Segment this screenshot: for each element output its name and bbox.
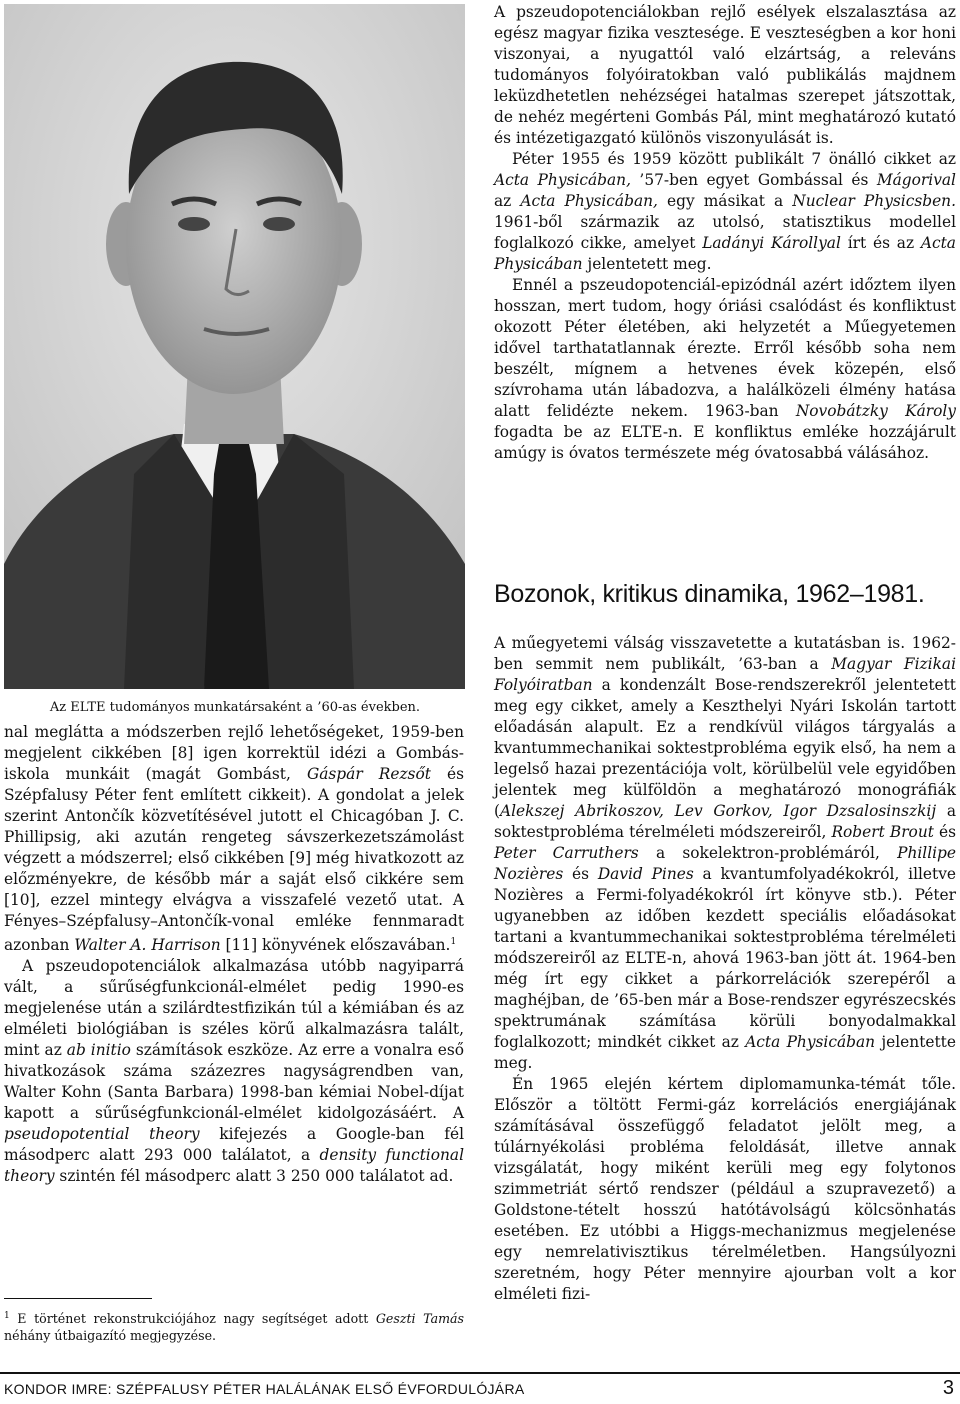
text-span: a sokelektron-problémáról, bbox=[638, 844, 898, 862]
text-span: A pszeudopotenciálok alkalmazása utóbb nagyiparrá vált, a sűrűségfunkcionál-elmélet pedig 1990-es megjelenése után a szilárdtestfizikán túl a kémiában és az elméleti biológiában is széles körű alkalmazásra talált, mint az bbox=[4, 957, 464, 1060]
text-span: ’57-ben egyet Gombással és bbox=[630, 171, 877, 189]
italic-span: density functional theory bbox=[4, 1146, 465, 1186]
italic-span: Acta Physicában bbox=[745, 1033, 876, 1051]
text-span: 1961-ből származik az utolsó, statisztikus modellel foglalkozó cikke, amelyet bbox=[494, 213, 956, 252]
italic-span: ab initio bbox=[66, 1041, 131, 1060]
italic-span: Magyar Fizikai Folyóiratban bbox=[494, 655, 956, 694]
text-span: a soktestprobléma térelméleti módszereiről, bbox=[494, 802, 956, 841]
paragraph bbox=[494, 149, 956, 275]
text-span: és Szépfalusy Péter fent említett cikkeit). A gondolat a jelek szerint Antončík közvetítésével jutott el Chicagóban J. C. Phillipsig, aki azután rengeteg sávszerkezetszámolást végzett a módszerrel; első cikkében [9] még hivatkozott az előzményekre, de később már a saját első cikkére sem [10], ezzel mintegy elvágva a visszafelé vezető utat. A Fényes–Szépfalusy–Antončík-vonal emléke fennmaradt azonban bbox=[4, 765, 464, 955]
paragraph bbox=[4, 722, 464, 956]
italic-span: Phillipe Nozières bbox=[494, 844, 957, 883]
italic-span: Nuclear Physicsben. bbox=[792, 192, 956, 210]
italic-span: Robert Brout bbox=[831, 823, 934, 841]
italic-span: Acta Physicában, bbox=[520, 192, 658, 210]
text-span: Péter 1955 és 1959 között publikált 7 önálló cikket az bbox=[512, 150, 956, 168]
portrait-photo bbox=[4, 4, 465, 689]
text-span: nal meglátta a módszerben rejlő lehetőségeket, 1959-ben megjelent cikkében [8] igen korrektül idézi a Gombás-iskola munkáit (magát Gombást, bbox=[4, 723, 464, 783]
text-span: Ennél a pszeudopotenciál-epizódnál azért időztem ilyen hosszan, mert tudom, hogy óriási csalódást és konfliktust okozott Péter életében, aki helyzetét a Műegyetemen idővel tarthatatlannak érezte. Erről később soha nem beszélt, mígnem a hetvenes évek közepén, első szívrohama után lábadozva, a halálközeli élmény hatása alatt felidézte nekem. 1963-ban bbox=[494, 276, 956, 420]
italic-span: Walter A. Harrison bbox=[74, 936, 221, 955]
running-title: KONDOR IMRE: SZÉPFALUSY PÉTER HALÁLÁNAK ELSŐ ÉVFORDULÓJÁRA bbox=[4, 1381, 525, 1397]
italic-span: Mágorival bbox=[876, 171, 956, 189]
section-heading: Bozonok, kritikus dinamika, 1962–1981. bbox=[494, 580, 925, 608]
italic-span: David Pines bbox=[597, 865, 694, 883]
footer-rule bbox=[0, 1372, 960, 1374]
paragraph bbox=[494, 633, 956, 1074]
text-span: a kondenzált Bose-rendszerekről jelentetett meg egy cikket, amely a Keszthelyi Nyári Iskolán tartott előadásán alapult. Ez a rendkívül világos tárgyalás a kvantummechanikai soktestprobléma egyik első, ha nem a legelső hazai prezentációja volt, körülbelül vele egyidőben jelentek meg külföldön a meghatározó monográfiák ( bbox=[494, 676, 956, 820]
footnote bbox=[4, 1308, 464, 1344]
text-span: Én 1965 elején kértem diplomamunka-témát tőle. Először a töltött Fermi-gáz korrelációs energiájának számításával összefüggő feladatot jelölt meg, a túlárnyékolási probléma feloldását, illetve annak vizsgálatát, hogy miként kerüli meg egy folytonos szimmetriát sértő rendszer (például a szupravezető) a Goldstone-tételt hosszú hatótávolságú kölcsönhatás esetében. Ez utóbbi a Higgs-mechanizmus megjelenése egy nemrelativisztikus térelméletben. Hangsúlyozni szeretném, hogy Péter mennyire ajourban volt a kor elméleti fizi- bbox=[494, 1075, 956, 1303]
text-span: az bbox=[494, 192, 521, 210]
italic-span: Novobátzky Károly bbox=[795, 402, 956, 420]
italic-span: Acta Physicában, bbox=[494, 171, 631, 189]
text-span: és bbox=[563, 865, 598, 883]
italic-span: pseudopotential theory bbox=[4, 1125, 200, 1144]
text-span: E történet rekonstrukciójához nagy segítséget adott bbox=[9, 1311, 376, 1327]
portrait-illustration bbox=[4, 4, 465, 689]
italic-span: Acta Physicában bbox=[494, 234, 956, 273]
right-column-bottom bbox=[494, 633, 956, 1305]
page-number: 3 bbox=[942, 1377, 954, 1399]
paragraph bbox=[494, 275, 956, 464]
text-span: A pszeudopotenciálokban rejlő esélyek elszalasztása az egész magyar fizika vesztesége. E veszteségben a kor honi viszonyai, a nyugattól való elzártság, a releváns tudományos folyóiratokban való publikálás majdnem leküzdhetetlen nehézségei hatalmas szerepet játszottak, de nehéz megérteni Gombás Pál, mint meghatározó kutató és intézetigazgató különös viszonyulását is. bbox=[494, 3, 956, 147]
italic-span: Ladányi Károllyal bbox=[702, 234, 841, 252]
text-span: jelentetett meg. bbox=[582, 255, 712, 273]
text-span: fogadta be az ELTE-n. E konfliktus emléke hozzájárult amúgy is óvatos természete még óvatosabbá válásához. bbox=[494, 423, 956, 462]
italic-span: Peter Carruthers bbox=[494, 844, 639, 862]
text-span: a kvantumfolyadékokról, illetve Nozières a Fermi-folyadékokról írt könyve stb.). Péter ugyanebben az időben kezdett speciális előadásokat tartani a kvantummechanikai soktestprobléma térelméleti módszereiről az ELTE-n, ahová 1963-ban jött át. 1964-ben még írt egy cikket a párkorrelációk szerepéről a maghéjban, de ’65-ben már a Bose-rendszer egyrészecskés spektrumának számítása körüli bonyodalmakkal foglalkozott; mindkét cikket az bbox=[494, 865, 957, 1051]
text-span: számítások eszköze. Az erre a vonalra eső hivatkozások száma százezres nagyságrendben van, Walter Kohn (Santa Barbara) 1998-ban kémiai Nobel-díjat kapott a sűrűségfunkcionál-elmélet kidolgozásáért. A bbox=[4, 1041, 464, 1123]
italic-span: Geszti Tamás bbox=[375, 1311, 464, 1327]
italic-span: Alekszej Abrikoszov, Lev Gorkov, Igor Dzsalosinszkij bbox=[500, 802, 937, 820]
italic-span: Gáspár Rezsőt bbox=[306, 765, 431, 783]
paragraph bbox=[4, 956, 464, 1187]
footnote-marker: 1 bbox=[450, 937, 457, 947]
text-span: és bbox=[933, 823, 957, 841]
text-span: írt és az bbox=[840, 234, 921, 252]
text-span: egy másikat a bbox=[657, 192, 793, 210]
text-span: jelentette meg. bbox=[494, 1033, 956, 1072]
text-span: kifejezés a Google-ban fél másodperc alatt 293 000 találatot, a bbox=[4, 1125, 464, 1165]
paragraph bbox=[494, 1074, 956, 1305]
footnote-marker: 1 bbox=[4, 1311, 10, 1321]
right-column-top bbox=[494, 2, 956, 464]
text-span: szintén fél másodperc alatt 3 250 000 találatot ad. bbox=[54, 1167, 454, 1186]
text-span: [11] könyvének előszavában. bbox=[220, 936, 451, 955]
paragraph bbox=[494, 2, 956, 149]
left-column-text bbox=[4, 722, 464, 1187]
text-span: A műegyetemi válság visszavetette a kutatásban is. 1962-ben semmit nem publikált, ’63-ban a bbox=[494, 634, 956, 673]
footnote-rule bbox=[4, 1298, 152, 1299]
text-span: néhány útbaigazító megjegyzése. bbox=[4, 1328, 217, 1344]
photo-caption: Az ELTE tudományos munkatársaként a ’60-as években. bbox=[49, 700, 421, 715]
